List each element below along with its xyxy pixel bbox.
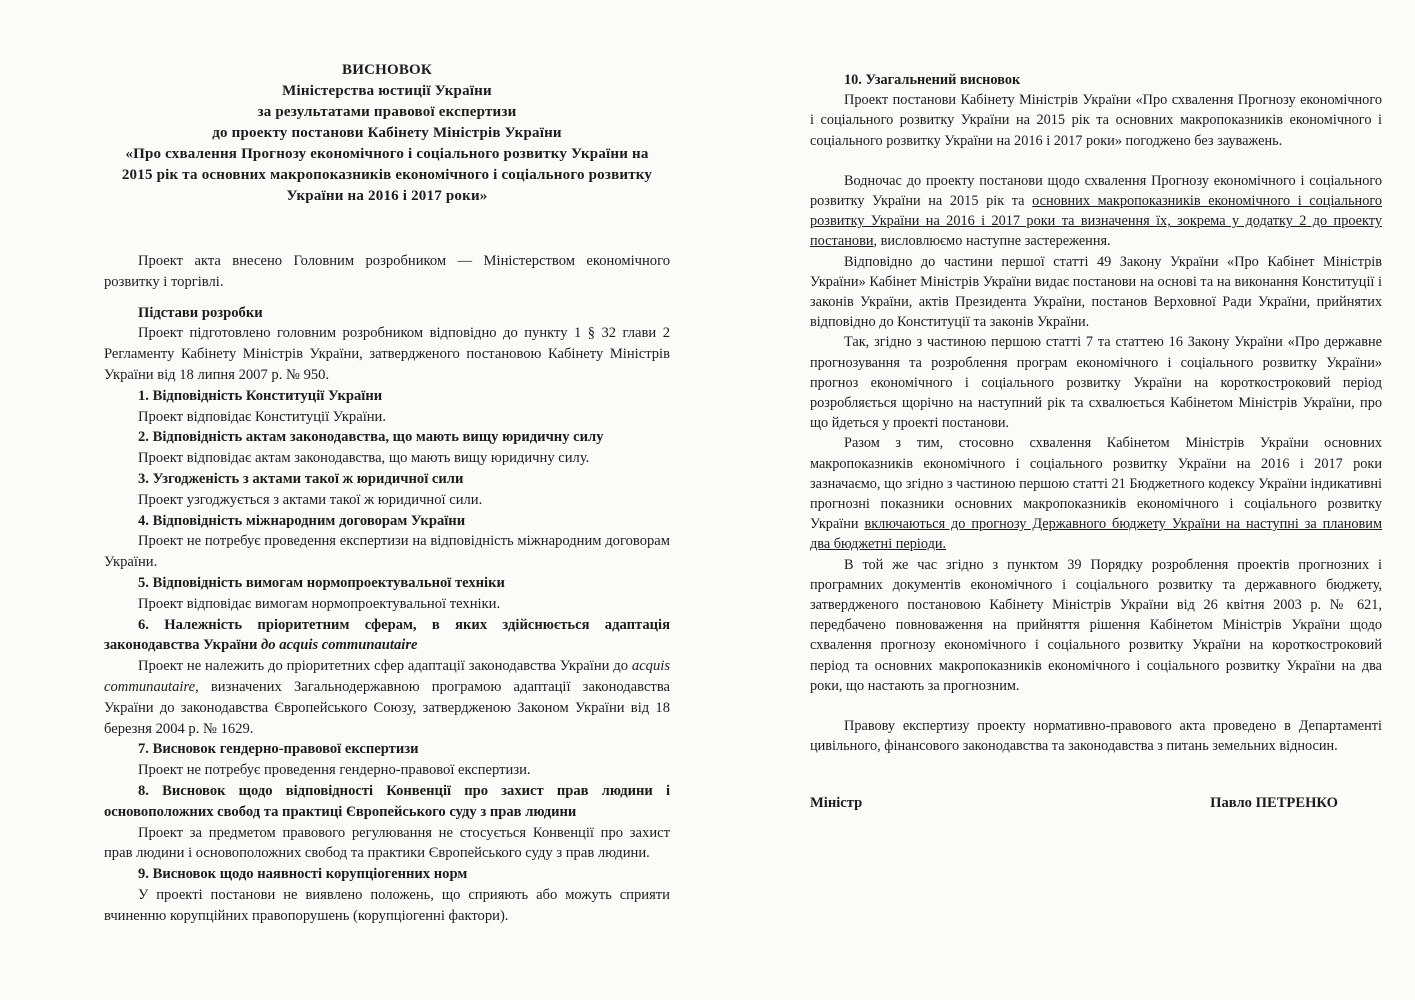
- section-heading: [104, 303, 670, 324]
- text-run: Проект відповідає Конституції України.: [138, 408, 387, 425]
- paragraph: [104, 823, 670, 865]
- text-run: до acquis communautaire: [261, 637, 418, 654]
- paragraph: [104, 323, 670, 385]
- section-heading: [104, 573, 670, 594]
- title-line: Міністерства юстиції України: [282, 83, 492, 99]
- text-run: Відповідно до частини першої статті 49 Закону України «Про Кабінет Міністрів України» Кабінет Міністрів України видає постанови на основі та на виконання Конституції і законів України, актів Президента України, постанов Верховної Ради України, прийнятих відповідно до Конституції та законів України.: [810, 253, 1382, 331]
- text-run: В той же час згідно з пунктом 39 Порядку розроблення проектів прогнозних і програмних документів економічного і соціального розвитку та державного бюджету, затвердженого постановою Кабінету Міністрів України від 26 квітня 2003 р. № 621, передбачено повноваження на прийняття рішення Кабінетом Міністрів України щодо схвалення прогнозу економічного і соціального розвитку України на короткостроковий період та основних макропоказників економічного і соціального розвитку України на два роки, що настають за прогнозним.: [810, 556, 1382, 694]
- section-heading: [104, 739, 670, 760]
- title-line: ВИСНОВОК: [342, 62, 432, 78]
- text-run: acquis communautaire: [104, 658, 670, 695]
- text-run: Правову експертизу проекту нормативно-правового акта проведено в Департаменті цивільного, фінансового законодавства та законодавства з питань земельних відносин.: [810, 718, 1382, 755]
- text-run: 8. Висновок щодо відповідності Конвенції про захист прав людини і основоположних свобод та практиці Європейського суду з прав людини: [104, 782, 670, 820]
- left-page-body: [104, 251, 670, 927]
- paragraph: [104, 407, 670, 428]
- text-run: 3. Узгодженість з актами такої ж юридичної сили: [138, 470, 464, 487]
- text-run: , визначених Загальнодержавною програмою адаптації законодавства України до законодавства Європейського Союзу, затвердженою Законом України від 18 березня 2004 р. № 1629.: [104, 678, 670, 737]
- paragraph: [104, 885, 670, 927]
- title-line: 2015 рік та основних макропоказників економічного і соціального розвитку: [121, 167, 653, 183]
- title-line: «Про схвалення Прогнозу економічного і соціального розвитку України на: [125, 146, 649, 162]
- text-run: включаються до прогнозу Державного бюджету України на наступні за плановим два бюджетні періоди.: [810, 516, 1382, 553]
- text-run: Проект за предметом правового регулювання не стосується Конвенції про захист прав людини і основоположних свобод та практики Європейського суду з прав людини.: [104, 824, 670, 862]
- paragraph: [104, 656, 670, 739]
- signature-name: Павло ПЕТРЕНКО: [1210, 794, 1338, 811]
- text-run: Підстави розробки: [138, 304, 263, 321]
- text-run: 2. Відповідність актам законодавства, що мають вищу юридичну силу: [138, 429, 604, 446]
- section-heading: [104, 615, 670, 657]
- text-run: 1. Відповідність Конституції України: [138, 387, 383, 404]
- text-run: 4. Відповідність міжнародним договорам України: [138, 512, 466, 529]
- text-run: 9. Висновок щодо наявності корупціогенних норм: [138, 866, 468, 883]
- title-line: України на 2016 і 2017 роки»: [286, 188, 488, 204]
- text-run: Проект відповідає актам законодавства, що мають вищу юридичну силу.: [138, 450, 590, 467]
- paragraph: [810, 555, 1382, 696]
- paragraph: [810, 90, 1382, 151]
- section-heading: [104, 864, 670, 885]
- section-heading: [104, 386, 670, 407]
- document-title: [104, 60, 670, 207]
- paragraph: [104, 490, 670, 511]
- text-run: Проект узгоджується з актами такої ж юридичної сили.: [138, 491, 483, 508]
- text-run: У проекті постанови не виявлено положень, що сприяють або можуть сприяти вчиненню корупційних правопорушень (корупціогенні фактори).: [104, 886, 670, 924]
- title-line: до проекту постанови Кабінету Міністрів України: [212, 125, 562, 141]
- text-run: Так, згідно з частиною першою статті 7 та статтею 16 Закону України «Про державне прогнозування та розроблення програм економічного і соціального розвитку України» прогноз економічного і соціального розвитку України на короткостроковий період розробляється щорічно на наступний рік та схвалюється Кабінетом Міністрів України, про що йдеться у проекті постанови.: [810, 334, 1382, 432]
- title-line: за результатами правової експертизи: [257, 104, 517, 120]
- paragraph: [104, 531, 670, 573]
- paragraph: [104, 760, 670, 781]
- text-run: основних макропоказників економічного і соціального розвитку України на 2016 і 2017 роки та визначення їх, зокрема у додатку 2 до проекту постанови: [810, 193, 1383, 250]
- right-page-body: [810, 70, 1382, 757]
- paragraph: [104, 251, 670, 293]
- section-heading: [104, 511, 670, 532]
- section-heading: [810, 70, 1382, 90]
- paragraph: [810, 252, 1382, 333]
- text-run: Проект акта внесено Головним розробником — Міністерством економічного розвитку і торгівлі.: [104, 253, 670, 290]
- paragraph: [810, 332, 1382, 433]
- text-run: Проект постанови Кабінету Міністрів України «Про схвалення Прогнозу економічного і соціального розвитку України на 2015 рік та основних макропоказників економічного і соціального розвитку України на 2016 і 2017 роки» погоджено без зауважень.: [810, 92, 1382, 149]
- text-run: Проект підготовлено головним розробником відповідно до пункту 1 § 32 глави 2 Регламенту Кабінету Міністрів України, затвердженого постановою Кабінету Міністрів України від 18 липня 2007 р. № 950.: [104, 325, 670, 383]
- left-page: [104, 60, 670, 927]
- text-run: Проект не належить до пріоритетних сфер адаптації законодавства України до: [138, 658, 632, 675]
- signature-row: [810, 795, 1382, 812]
- text-run: 10. Узагальнений висновок: [844, 72, 1021, 88]
- paragraph: [810, 433, 1382, 554]
- section-heading: [104, 469, 670, 490]
- text-run: Проект не потребує проведення експертизи на відповідність міжнародним договорам України.: [104, 533, 670, 571]
- paragraph: [104, 594, 670, 615]
- text-run: 7. Висновок гендерно-правової експертизи: [138, 741, 419, 758]
- paragraph: [810, 716, 1382, 756]
- signature-role: Міністр: [810, 794, 863, 811]
- text-run: , висловлюємо наступне застереження.: [873, 233, 1111, 250]
- right-page: [810, 70, 1382, 812]
- section-heading: [104, 781, 670, 823]
- text-run: Разом з тим, стосовно схвалення Кабінетом Міністрів України основних макропоказників економічного і соціального розвитку України на 2016 і 2017 роки зазначаємо, що згідно з частиною першою статті 21 Бюджетного кодексу України індикативні прогнозні показники основних макропоказників економічного і соціального розвитку України: [810, 435, 1382, 533]
- text-run: 6. Належність пріоритетним сферам, в яких здійснюється адаптація законодавства України: [104, 616, 670, 654]
- text-run: Водночас до проекту постанови щодо схвалення Прогнозу економічного і соціального розвитку України на 2015 рік та: [810, 172, 1382, 210]
- paragraph: [104, 448, 670, 469]
- text-run: Проект не потребує проведення гендерно-правової експертизи.: [138, 762, 531, 779]
- text-run: Проект відповідає вимогам нормопроектувальної техніки.: [138, 595, 501, 612]
- paragraph: [810, 171, 1382, 252]
- text-run: 5. Відповідність вимогам нормопроектувальної техніки: [138, 574, 505, 591]
- section-heading: [104, 427, 670, 448]
